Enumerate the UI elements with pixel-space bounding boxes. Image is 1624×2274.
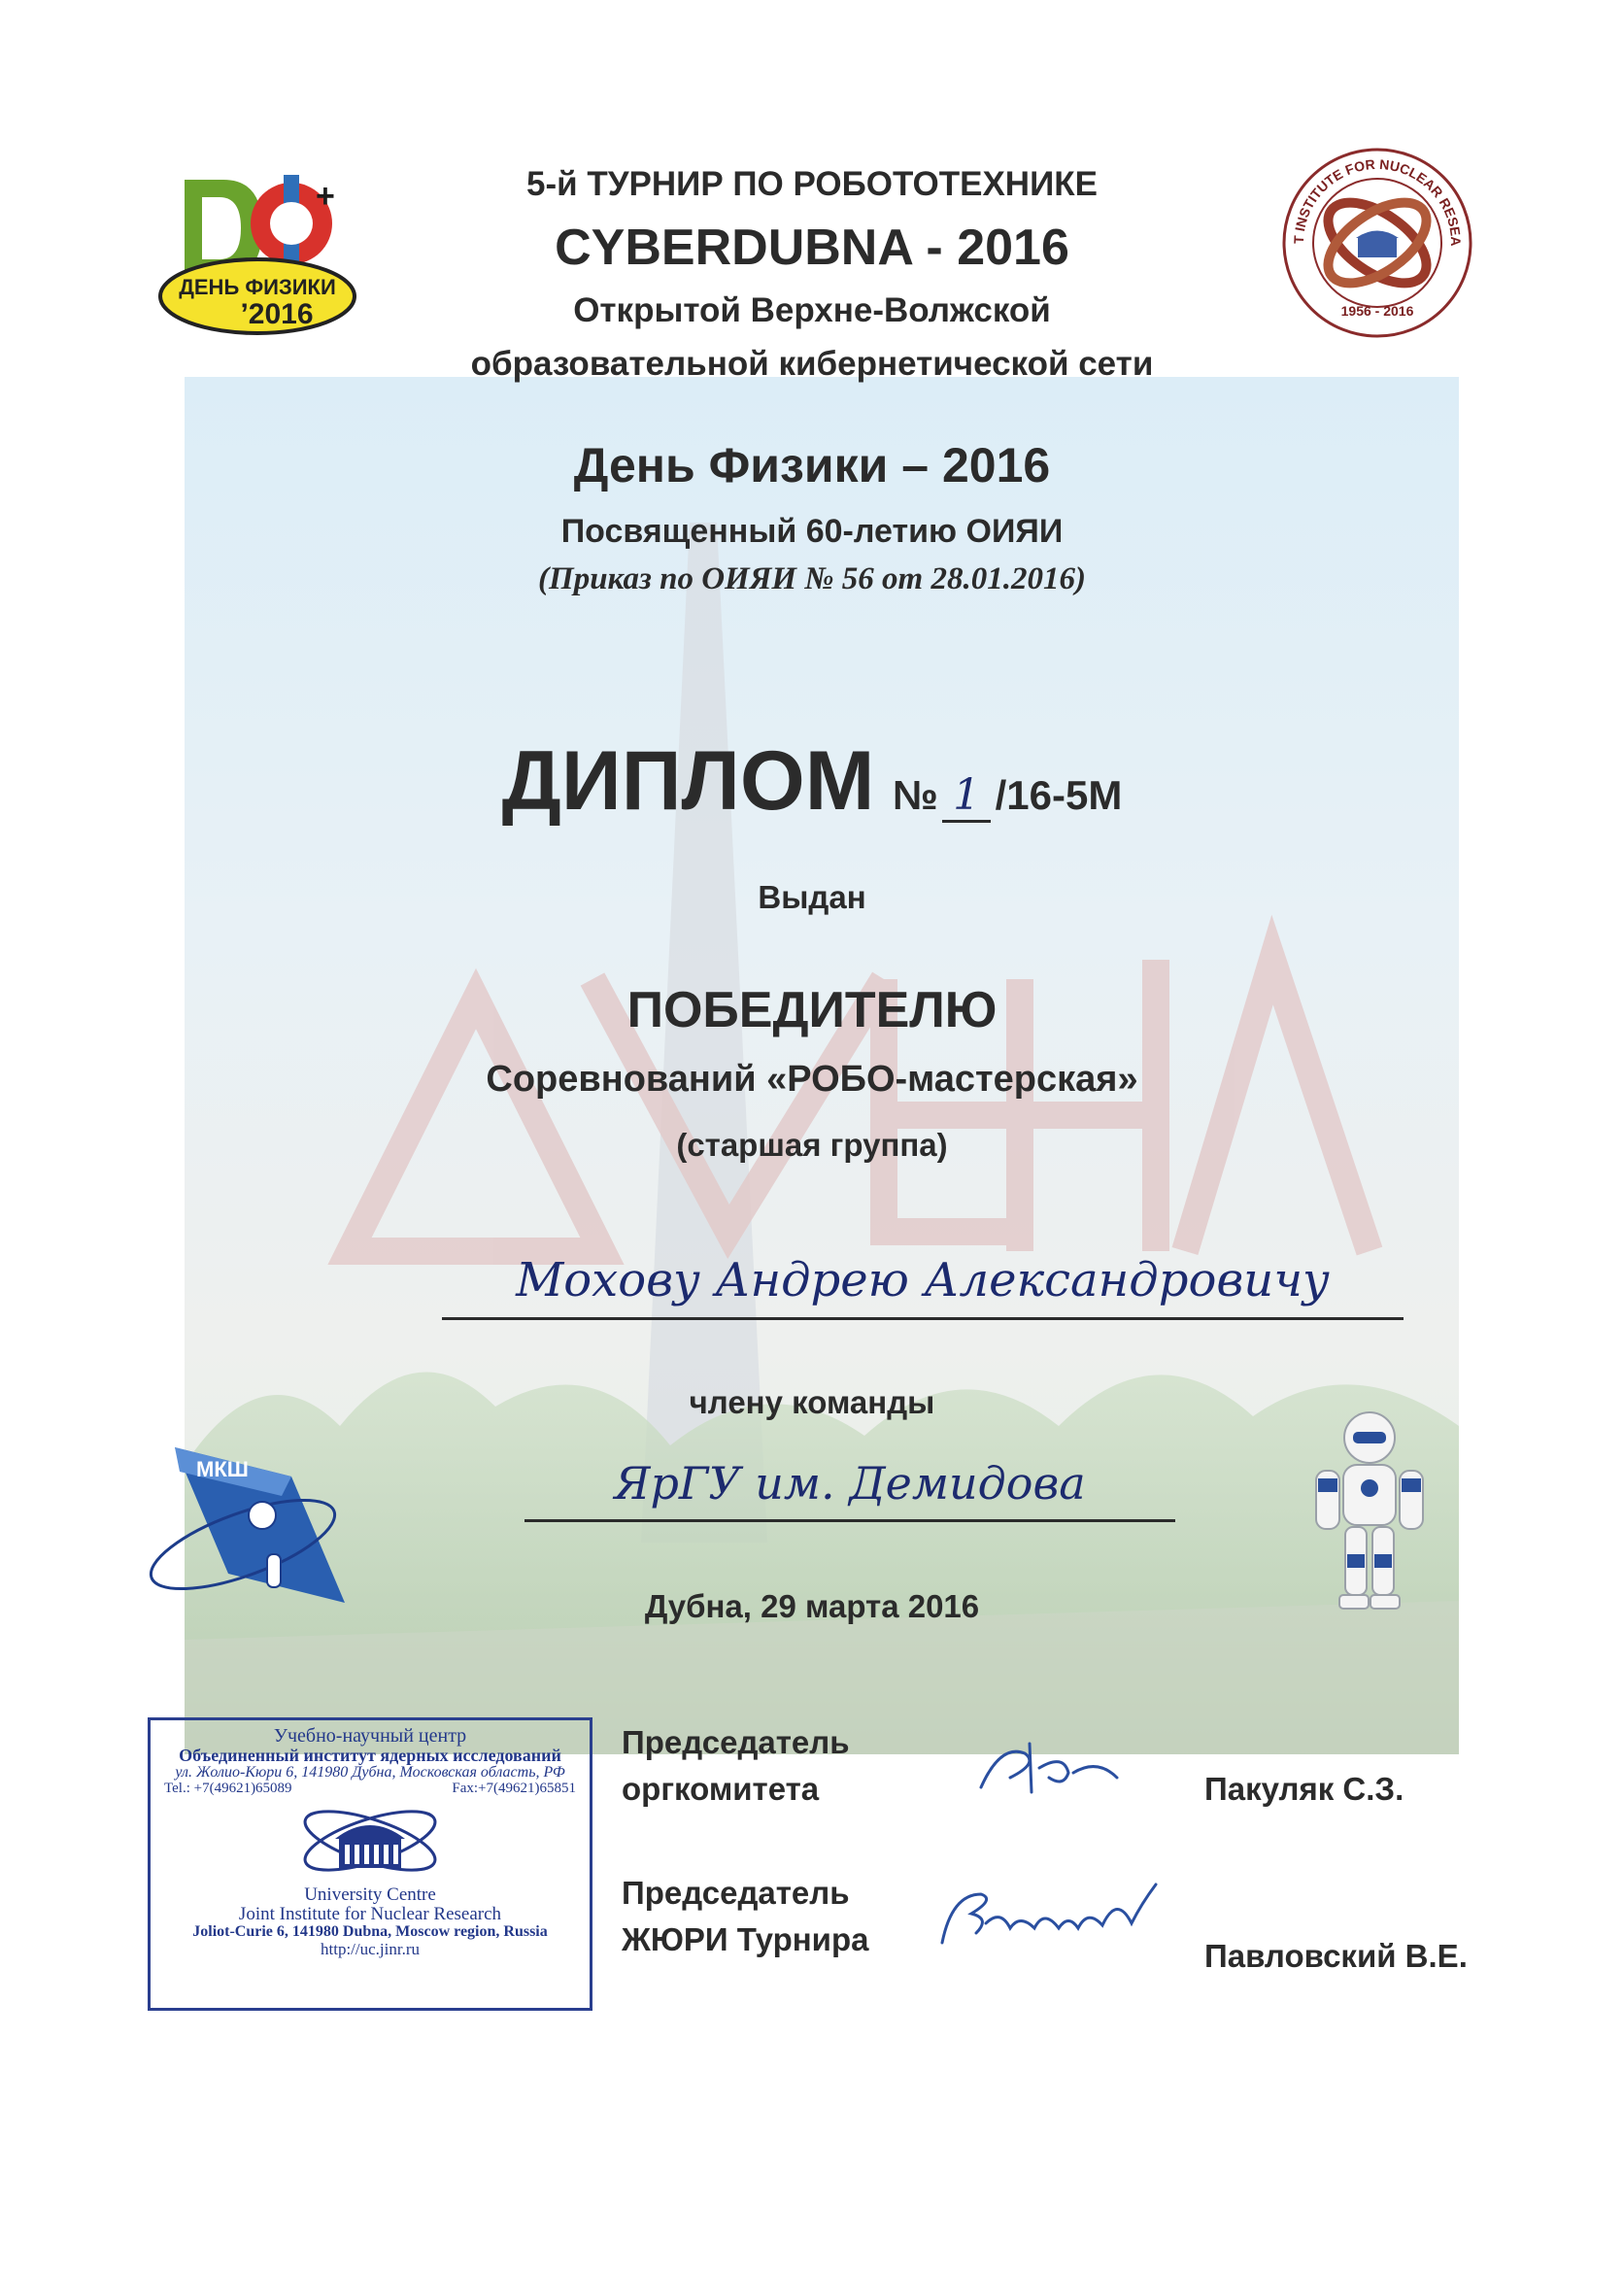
diploma-title: ДИПЛОМ: [501, 734, 875, 828]
diploma-number-handwritten: 1: [953, 770, 981, 820]
team-handwritten: ЯрГУ им. Демидова: [614, 1457, 1086, 1510]
jury-signature: [923, 1875, 1166, 1962]
header-line-1: 5-й ТУРНИР ПО РОБОТОТЕХНИКЕ: [526, 165, 1098, 203]
event-order: (Приказ по ОИЯИ № 56 от 28.01.2016): [538, 561, 1086, 596]
event-subtitle: Посвященный 60-летию ОИЯИ: [560, 513, 1064, 550]
stamp-line-6: Joint Institute for Nuclear Research: [238, 1904, 502, 1925]
header-line-3: Открытой Верхне-Волжской: [573, 291, 1051, 329]
event-title: День Физики – 2016: [573, 438, 1051, 492]
stamp-line-7: Joliot-Curie 6, 141980 Dubna, Moscow region, Russia: [192, 1923, 548, 1941]
stamp-line-8: http://uc.jinr.ru: [321, 1940, 420, 1959]
org-name: Пакуляк С.З.: [1204, 1771, 1404, 1807]
diploma-number-suffix: /16-5М: [995, 772, 1123, 818]
team-field: [524, 1457, 1175, 1522]
recipient-handwritten: Мохову Андрею Александровичу: [516, 1253, 1330, 1307]
competition-group: (старшая группа): [676, 1127, 948, 1163]
jinr-logo-text: T INSTITUTE FOR NUCLEAR RESEA: [1290, 155, 1465, 247]
diploma-number-prefix: №: [892, 772, 938, 818]
stamp-emblem: [151, 1796, 590, 1885]
stamp-tel: Tel.: +7(49621)65089: [164, 1780, 292, 1796]
stamp-contacts: [151, 1782, 590, 1797]
header-line-4: образовательной кибернетической сети: [470, 345, 1154, 383]
diploma-number-field: [942, 770, 991, 823]
org-role-line-2: оргкомитета: [622, 1770, 820, 1807]
diploma-title-line: [0, 733, 1624, 830]
competition-name: Соревнований «РОБО-мастерская»: [486, 1059, 1138, 1100]
org-signature: [971, 1734, 1127, 1802]
stamp-fax: Fax:+7(49621)65851: [452, 1780, 576, 1796]
jury-name: Павловский В.Е.: [1204, 1938, 1468, 1974]
issued-label: Выдан: [758, 879, 866, 915]
place-date: Дубна, 29 марта 2016: [644, 1588, 980, 1624]
stamp-line-5: University Centre: [304, 1884, 436, 1906]
jury-role-line-1: Председатель: [622, 1875, 850, 1911]
mksh-logo-text: МКШ: [196, 1457, 249, 1481]
team-label: члену команды: [689, 1384, 935, 1420]
stamp-line-2: Объединенный институт ядерных исследований: [179, 1746, 561, 1765]
recipient-field: [442, 1253, 1404, 1320]
stamp-line-3: ул. Жолио-Кюри 6, 141980 Дубна, Московская область, РФ: [175, 1763, 565, 1781]
den-fiziki-caption: ДЕНЬ ФИЗИКИ: [179, 275, 336, 299]
svg-text:+: +: [316, 178, 335, 215]
header-line-2: CYBERDUBNA - 2016: [555, 220, 1069, 276]
jury-role-line-2: ЖЮРИ Турнира: [622, 1920, 869, 1957]
university-centre-stamp: [148, 1717, 592, 2011]
stamp-line-1: Учебно-научный центр: [273, 1725, 467, 1747]
den-fiziki-year: ’2016: [240, 298, 314, 330]
jinr-logo-years: 1956 - 2016: [1340, 303, 1414, 319]
jury-role: [622, 1870, 868, 1963]
award-title: ПОБЕДИТЕЛЮ: [626, 982, 998, 1038]
org-role: [622, 1719, 850, 1813]
org-role-line-1: Председатель: [622, 1724, 850, 1760]
